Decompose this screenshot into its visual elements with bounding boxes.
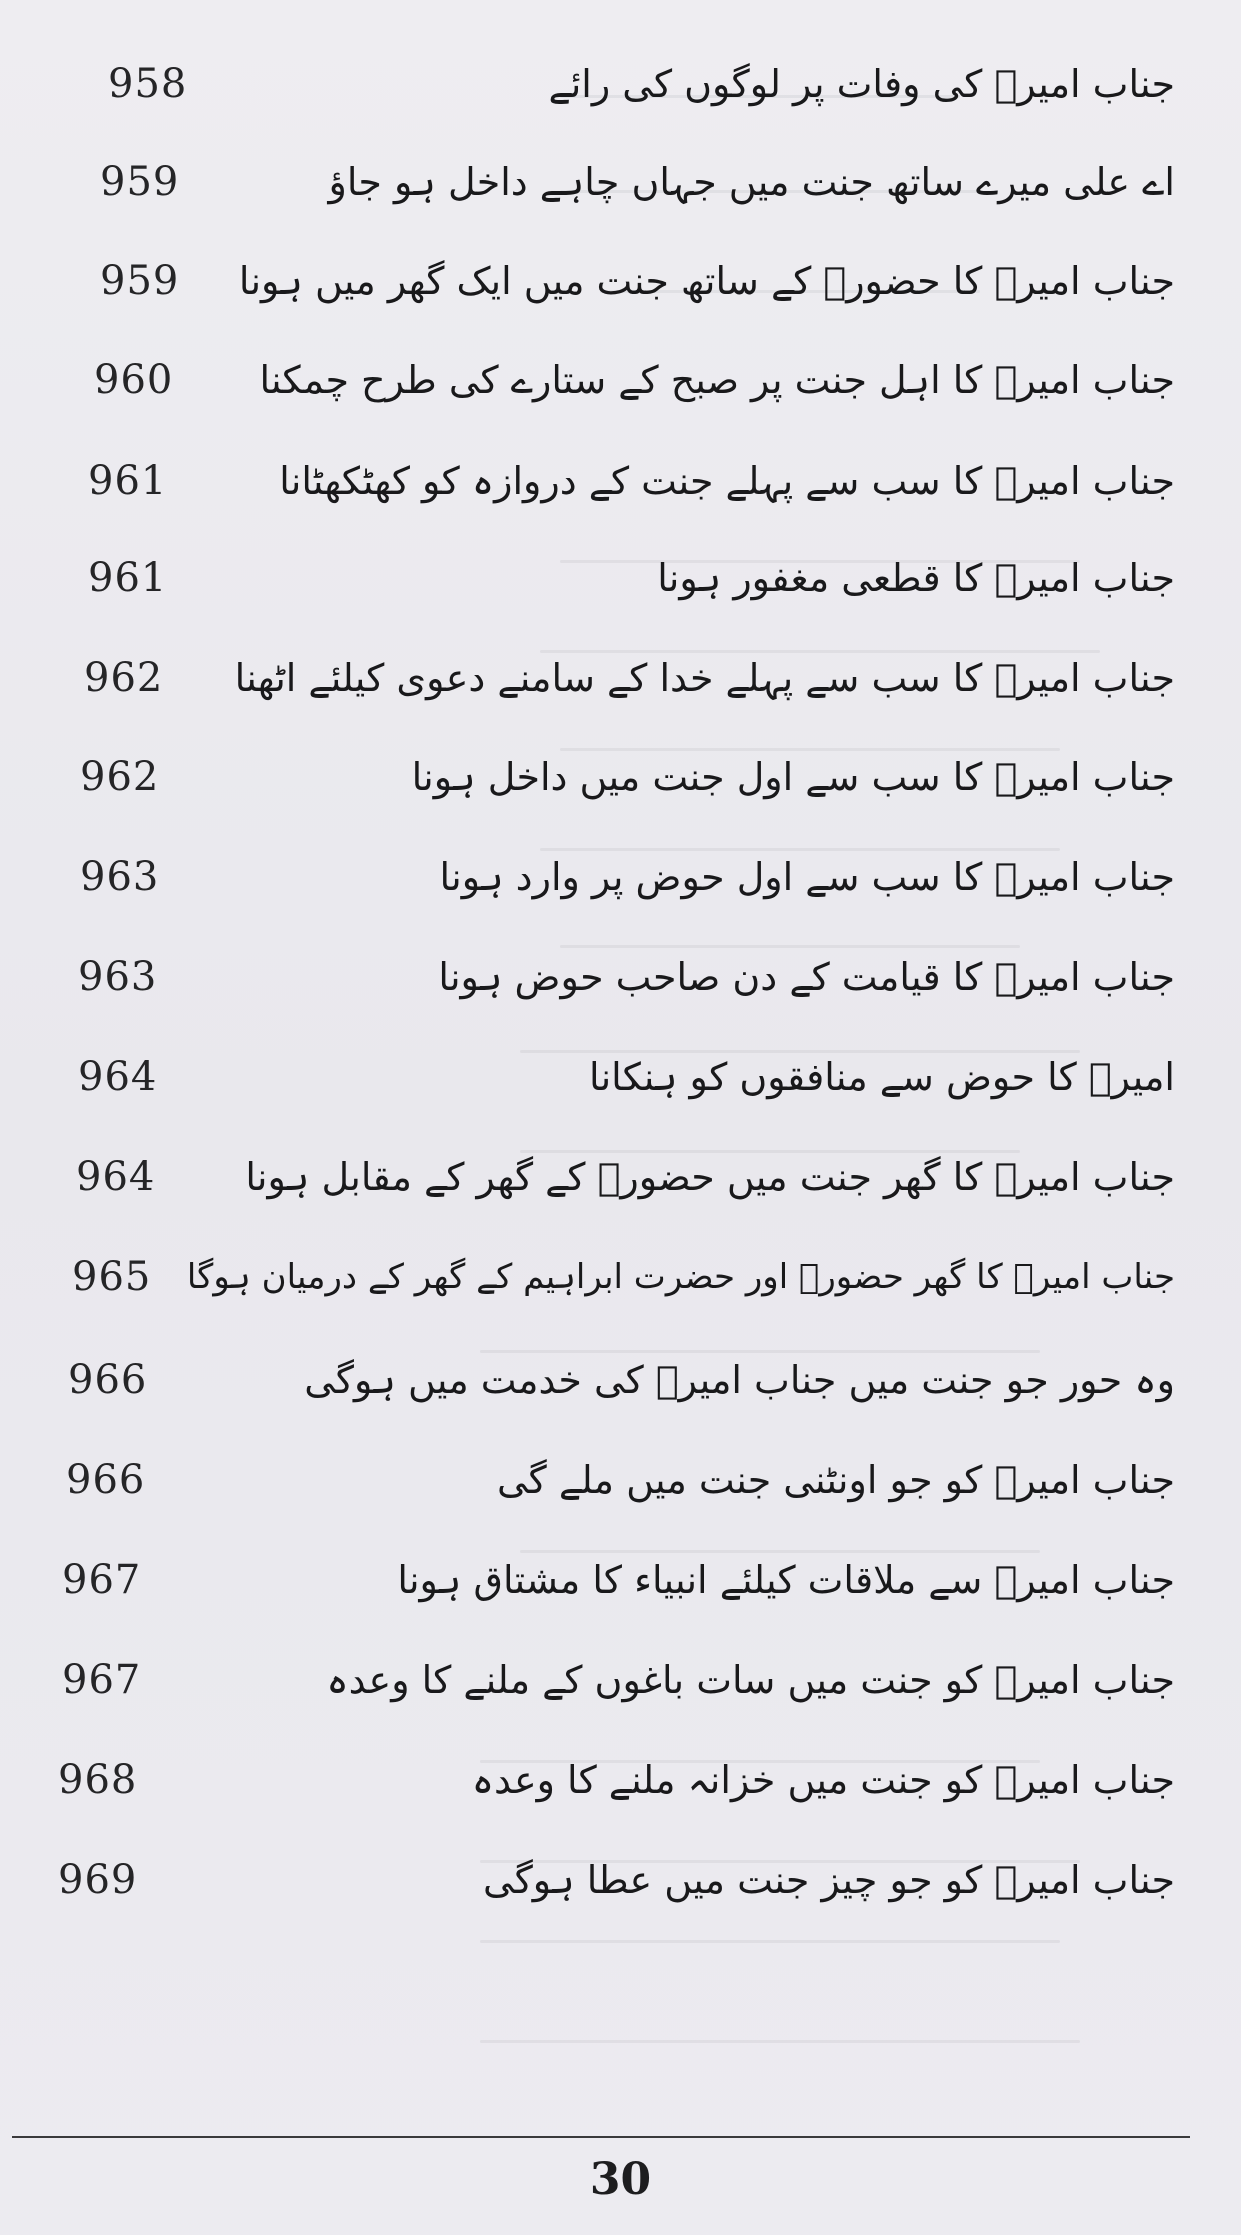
paper-show-through — [480, 1940, 1060, 1943]
toc-entry — [0, 40, 1241, 136]
toc-entry-page-number: 966 — [68, 1357, 148, 1403]
toc-entry-title: جناب امیرؑ کا سب سے پہلے خدا کے سامنے دعوی کیلئے اٹھنا — [234, 656, 1175, 700]
toc-entry-title: جناب امیرؑ کا سب سے اول حوض پر وارد ہونا — [439, 855, 1175, 899]
toc-entry — [0, 1636, 1241, 1732]
toc-entry — [0, 534, 1241, 630]
toc-entry-page-number: 964 — [78, 1054, 158, 1100]
toc-entry-page-number: 960 — [94, 357, 174, 403]
toc-entry-page-number: 965 — [72, 1254, 152, 1300]
toc-entry-page-number: 958 — [108, 61, 188, 107]
toc-entry-title: جناب امیرؑ کو جو چیز جنت میں عطا ہوگی — [483, 1858, 1175, 1902]
toc-entry — [0, 1536, 1241, 1632]
toc-entry-page-number: 966 — [66, 1457, 146, 1503]
toc-entry — [0, 833, 1241, 929]
toc-entry — [0, 1033, 1241, 1129]
toc-entry — [0, 437, 1241, 533]
toc-entry — [0, 733, 1241, 829]
toc-entry-page-number: 962 — [80, 754, 160, 800]
toc-entry-title: جناب امیرؑ کی وفات پر لوگوں کی رائے — [548, 62, 1175, 106]
toc-entry-title: اے علی میرے ساتھ جنت میں جہاں چاہے داخل ہو جاؤ — [328, 160, 1175, 204]
toc-entry-page-number: 967 — [62, 1557, 142, 1603]
toc-entry-page-number: 959 — [100, 159, 180, 205]
toc-entry-page-number: 961 — [88, 458, 168, 504]
toc-entry-title: جناب امیرؑ کا حضورؐ کے ساتھ جنت میں ایک گھر میں ہونا — [238, 259, 1175, 303]
toc-entry — [0, 336, 1241, 432]
toc-entry — [0, 1133, 1241, 1229]
toc-entry — [0, 1233, 1241, 1329]
toc-entry-title: امیرؑ کا حوض سے منافقوں کو ہنکانا — [589, 1055, 1175, 1099]
toc-entry — [0, 237, 1241, 333]
toc-entry-page-number: 963 — [80, 854, 160, 900]
toc-entry-page-number: 967 — [62, 1657, 142, 1703]
toc-entry — [0, 1736, 1241, 1832]
toc-entry-page-number: 963 — [78, 954, 158, 1000]
toc-entry-title: جناب امیرؑ کو جنت میں خزانہ ملنے کا وعدہ — [471, 1758, 1175, 1802]
toc-entry-title: جناب امیرؑ کا اہل جنت پر صبح کے ستارے کی طرح چمکنا — [259, 358, 1175, 402]
paper-show-through — [480, 2040, 1080, 2043]
toc-entry-title: وہ حور جو جنت میں جناب امیرؑ کی خدمت میں ہوگی — [304, 1358, 1175, 1402]
toc-entry-title: جناب امیرؑ کا قطعی مغفور ہونا — [657, 556, 1175, 600]
toc-entry — [0, 1436, 1241, 1532]
toc-entry-page-number: 962 — [84, 655, 164, 701]
toc-entry-title: جناب امیرؑ کا سب سے اول جنت میں داخل ہونا — [411, 755, 1175, 799]
page-number: 30 — [589, 2154, 652, 2205]
toc-entry-title: جناب امیرؑ کا گھر جنت میں حضورؐ کے گھر کے مقابل ہونا — [245, 1155, 1175, 1199]
toc-entry-title: جناب امیرؑ کا قیامت کے دن صاحب حوض ہونا — [438, 955, 1175, 999]
toc-entry-title: جناب امیرؑ کو جنت میں سات باغوں کے ملنے کا وعدہ — [326, 1658, 1175, 1702]
toc-entry — [0, 933, 1241, 1029]
toc-entry-page-number: 959 — [100, 258, 180, 304]
toc-entry-page-number: 968 — [58, 1757, 138, 1803]
toc-entry — [0, 1836, 1241, 1932]
toc-entry — [0, 634, 1241, 730]
toc-entry — [0, 1336, 1241, 1432]
toc-entry-title: جناب امیرؑ کا سب سے پہلے جنت کے دروازہ کو کھٹکھٹانا — [279, 459, 1175, 503]
footer-rule — [12, 2136, 1190, 2138]
toc-entry — [0, 138, 1241, 234]
toc-entry-page-number: 964 — [76, 1154, 156, 1200]
toc-entry-page-number: 961 — [88, 555, 168, 601]
toc-entry-title: جناب امیرؑ سے ملاقات کیلئے انبیاء کا مشتاق ہونا — [397, 1558, 1175, 1602]
toc-entry-page-number: 969 — [58, 1857, 138, 1903]
toc-entry-title: جناب امیرؑ کا گھر حضورؐ اور حضرت ابراہیم کے گھر کے درمیان ہوگا — [186, 1257, 1175, 1297]
toc-entry-title: جناب امیرؑ کو جو اونٹنی جنت میں ملے گی — [496, 1458, 1175, 1502]
